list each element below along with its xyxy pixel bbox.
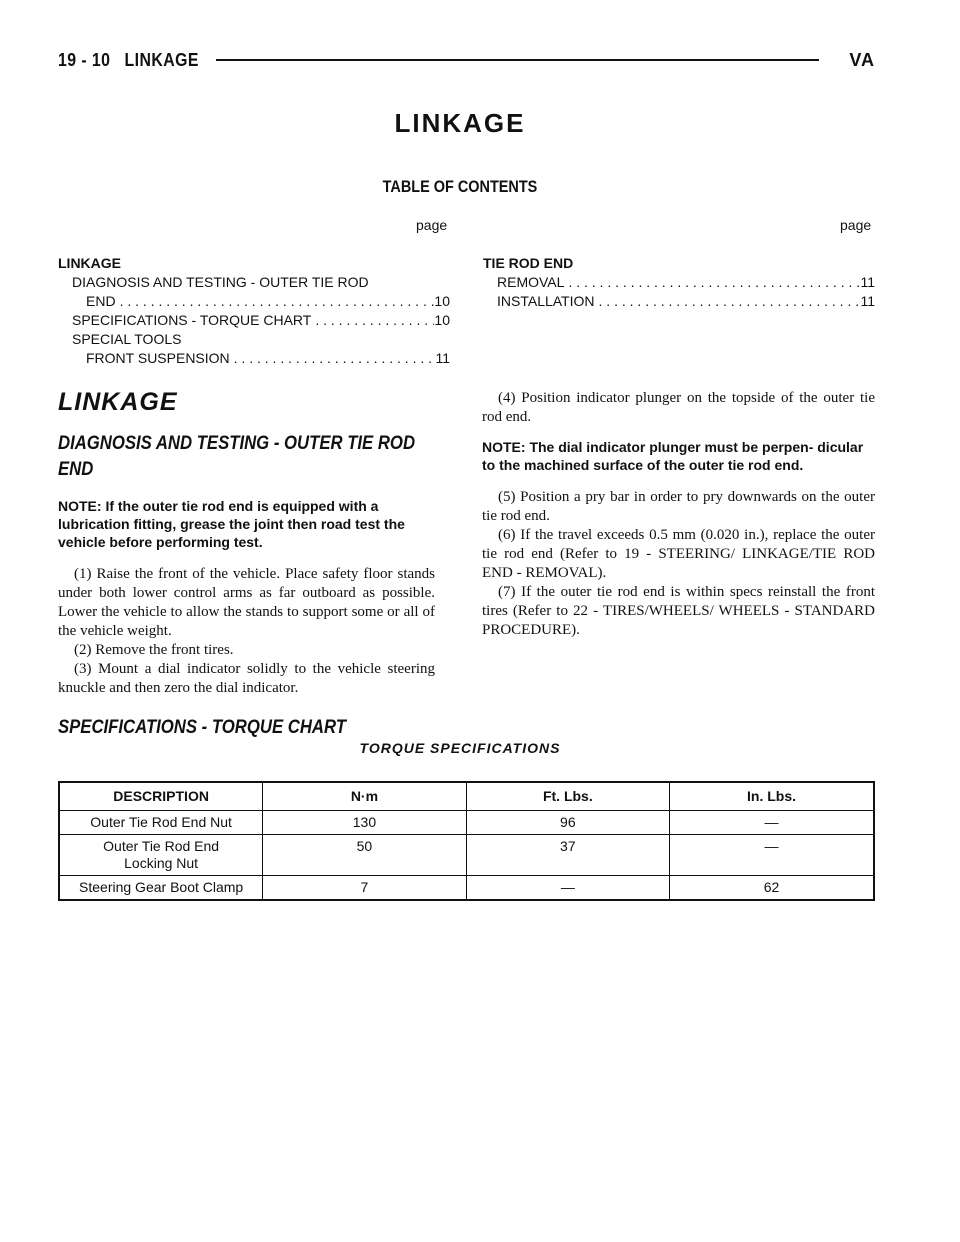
toc-entry: [58, 254, 450, 273]
column-header: Ft. Lbs.: [466, 782, 669, 811]
toc-entry-label: SPECIFICATIONS - TORQUE CHART: [72, 312, 312, 328]
torque-table-title: TORQUE SPECIFICATIONS: [359, 740, 561, 756]
table-cell: 130: [263, 811, 466, 835]
header-section: LINKAGE: [124, 50, 199, 70]
table-cell: —: [670, 835, 874, 876]
column-header: DESCRIPTION: [59, 782, 263, 811]
toc-page-label-left: page: [416, 217, 448, 233]
table-cell: Outer Tie Rod End Locking Nut: [59, 835, 263, 876]
table-cell: Outer Tie Rod End Nut: [59, 811, 263, 835]
body-left-column: [58, 388, 435, 698]
toc-entry-page: 10: [434, 312, 450, 328]
toc-entry-label: END: [86, 293, 116, 309]
table-cell: 50: [263, 835, 466, 876]
toc-leader-dots: [116, 292, 435, 311]
step-7: (7) If the outer tie rod end is within specs reinstall the front tires (Refer to 22 - TIRES/WHEELS/ WHEELS - STANDARD PROCEDURE).: [482, 584, 875, 638]
note-lubrication: NOTE: If the outer tie rod end is equipped with a lubrication fitting, grease the joint then road test the vehicle before performing test.: [58, 498, 405, 550]
body-right-column: [482, 389, 875, 640]
toc-entry-label: SPECIAL TOOLS: [72, 331, 182, 347]
toc-entry: [58, 292, 450, 311]
toc-entry-label: LINKAGE: [58, 255, 121, 271]
step-6: (6) If the travel exceeds 0.5 mm (0.020 in.), replace the outer tie rod end (Refer to 19 - STEERING/ LINKAGE/TIE ROD END - REMOVAL).: [482, 527, 875, 581]
toc-entry-page: 11: [860, 274, 875, 290]
toc-entry-label: DIAGNOSIS AND TESTING - OUTER TIE ROD: [72, 274, 369, 290]
table-header-row: [59, 782, 874, 811]
toc-entry: [58, 330, 450, 349]
table-row: [59, 811, 874, 835]
toc-entry-page: 11: [860, 293, 875, 309]
toc-entry: [58, 273, 450, 292]
step-5: (5) Position a pry bar in order to pry downwards on the outer tie rod end.: [482, 489, 875, 524]
table-cell: 62: [670, 876, 874, 901]
specifications-heading: SPECIFICATIONS - TORQUE CHART: [58, 717, 346, 738]
table-row: [59, 835, 874, 876]
table-cell: 7: [263, 876, 466, 901]
toc-heading: TABLE OF CONTENTS: [382, 177, 538, 196]
toc-entry: [483, 273, 875, 292]
section-heading: LINKAGE: [58, 388, 178, 416]
toc-leader-dots: [230, 349, 436, 368]
table-cell: 96: [466, 811, 669, 835]
torque-table: [58, 781, 875, 901]
toc-entry: [483, 292, 875, 311]
note-plunger: NOTE: The dial indicator plunger must be perpen- dicular to the machined surface of the outer tie rod end.: [482, 439, 864, 473]
step-3: (3) Mount a dial indicator solidly to the vehicle steering knuckle and then zero the dial indicator.: [58, 661, 435, 696]
header-rule: [216, 59, 819, 61]
toc-right-column: [483, 254, 875, 311]
toc-entry-label: FRONT SUSPENSION: [86, 350, 230, 366]
page-number: 19 - 10: [58, 50, 111, 70]
table-cell: 37: [466, 835, 669, 876]
column-header: In. Lbs.: [670, 782, 874, 811]
header-model: VA: [849, 50, 875, 70]
table-cell: —: [670, 811, 874, 835]
toc-leader-dots: [311, 311, 434, 330]
toc-left-column: [58, 254, 450, 368]
toc-entry-label: TIE ROD END: [483, 255, 574, 271]
column-header: N·m: [263, 782, 466, 811]
diagnosis-heading: DIAGNOSIS AND TESTING - OUTER TIE ROD END: [58, 433, 416, 480]
table-cell: —: [466, 876, 669, 901]
toc-leader-dots: [595, 292, 861, 311]
toc-leader-dots: [564, 273, 860, 292]
toc-entry-page: 10: [434, 293, 450, 309]
toc-entry-label: REMOVAL: [497, 274, 565, 290]
toc-entry: [58, 311, 450, 330]
toc-entry-label: INSTALLATION: [497, 293, 595, 309]
toc-entry: [58, 349, 450, 368]
step-1: (1) Raise the front of the vehicle. Place safety floor stands under both lower control arms as far outboard as possible. Lower the vehicle to allow the stands to support some or all of the vehicle weight.: [58, 566, 435, 639]
table-cell: Steering Gear Boot Clamp: [59, 876, 263, 901]
toc-entry: [483, 254, 875, 273]
toc-page-label-right: page: [840, 217, 872, 233]
step-4: (4) Position indicator plunger on the topside of the outer tie rod end.: [482, 390, 875, 425]
page-header: [58, 50, 875, 72]
table-row: [59, 876, 874, 901]
toc-entry-page: 11: [435, 350, 450, 366]
step-2: (2) Remove the front tires.: [74, 642, 234, 658]
page-title: LINKAGE: [394, 108, 526, 138]
